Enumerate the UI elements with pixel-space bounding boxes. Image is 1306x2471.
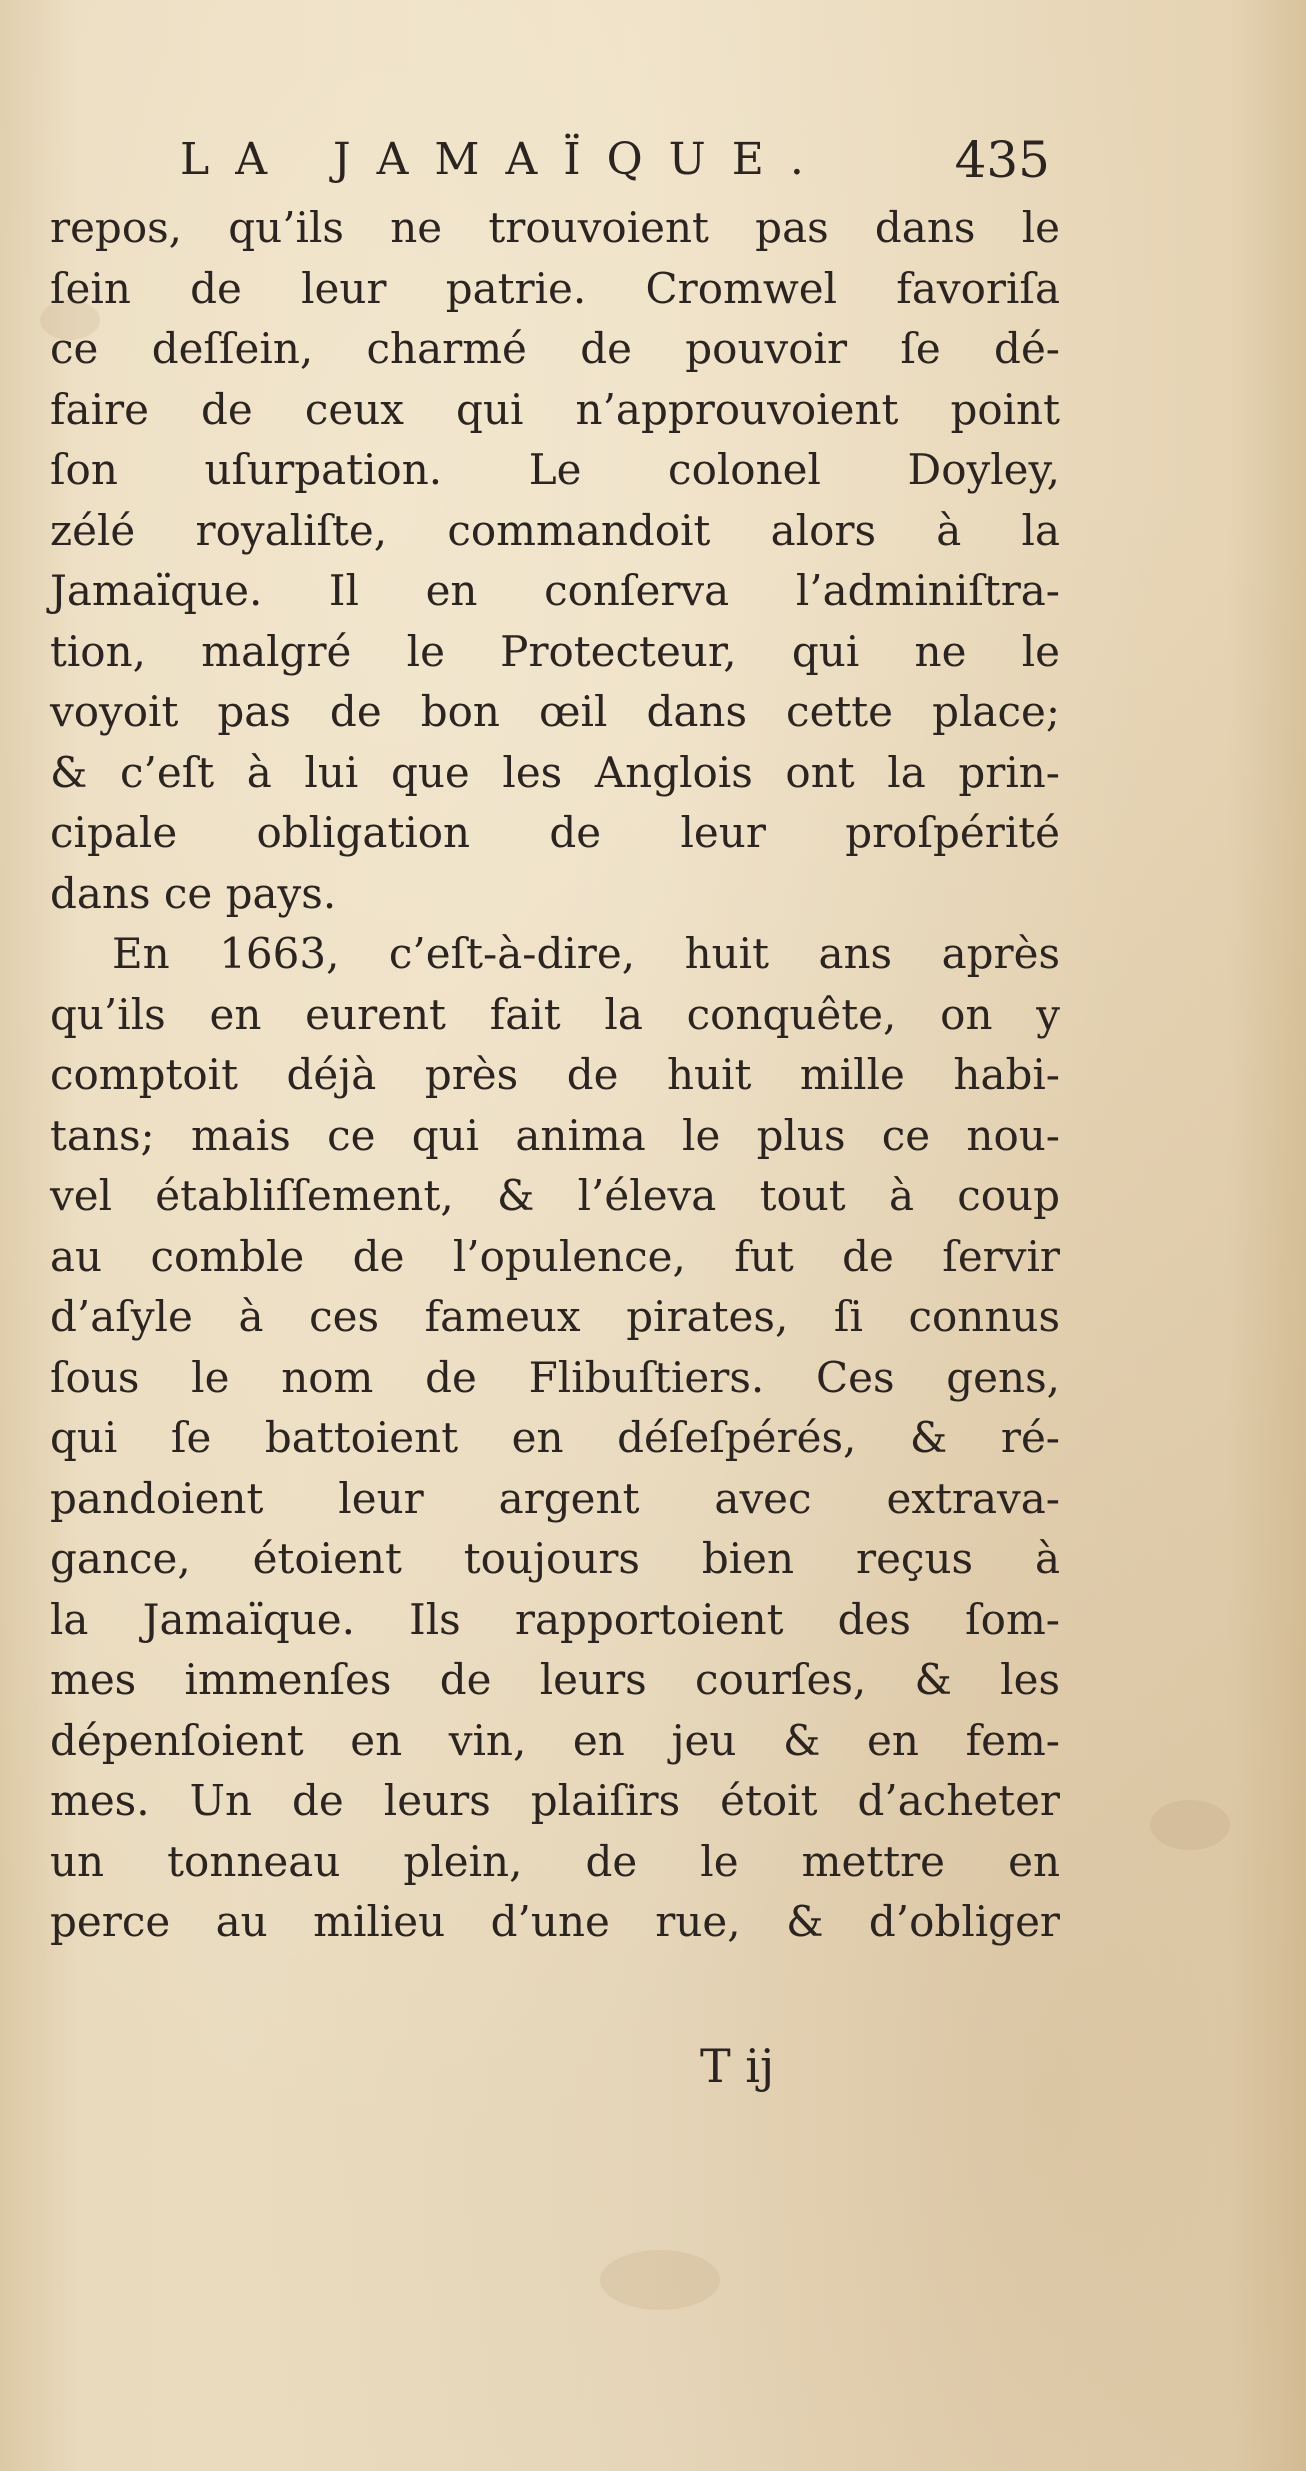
text-line: comptoit déjà près de huit mille habi- bbox=[50, 1050, 1060, 1099]
text-line: vel établiſſement, & l’éleva tout à coup bbox=[50, 1171, 1060, 1220]
text-line: zélé royaliſte, commandoit alors à la bbox=[50, 505, 1060, 555]
text-line: mes. Un de leurs plaiſirs étoit d’acheter bbox=[50, 1776, 1060, 1825]
text-line: ce deſſein, charmé de pouvoir ſe dé- bbox=[50, 324, 1060, 373]
text-line: Jamaïque. Il en conſerva l’adminiſtra- bbox=[50, 566, 1060, 615]
text-line: qu’ils en eurent fait la conquête, on y bbox=[50, 989, 1060, 1039]
paper-stain bbox=[1150, 1800, 1230, 1850]
page-number: 435 bbox=[954, 131, 1050, 189]
text-line: pandoient leur argent avec extrava- bbox=[50, 1473, 1060, 1523]
text-line: dans ce pays. bbox=[50, 868, 337, 918]
text-line: faire de ceux qui n’approuvoient point bbox=[50, 384, 1060, 434]
text-line: mes immenſes de leurs courſes, & les bbox=[50, 1655, 1060, 1704]
text-line: En 1663, c’eſt-à-dire, huit ans après bbox=[112, 929, 1060, 978]
text-line: cipale obligation de leur proſpérité bbox=[50, 808, 1060, 857]
text-line: qui ſe battoient en déſeſpérés, & ré- bbox=[50, 1413, 1060, 1462]
paper-stain bbox=[600, 2250, 720, 2310]
text-line: voyoit pas de bon œil dans cette place; bbox=[50, 687, 1060, 736]
text-line: ſon uſurpation. Le colonel Doyley, bbox=[50, 445, 1060, 494]
text-line: repos, qu’ils ne trouvoient pas dans le bbox=[50, 203, 1060, 252]
text-line: d’aſyle à ces fameux pirates, ſi connus bbox=[50, 1292, 1060, 1341]
body-text bbox=[50, 198, 1060, 1953]
text-line: tans; mais ce qui anima le plus ce nou- bbox=[50, 1110, 1060, 1160]
text-line: gance, étoient toujours bien reçus à bbox=[50, 1534, 1060, 1583]
running-title: LA JAMAÏQUE. bbox=[180, 134, 830, 185]
text-line: & c’eſt à lui que les Anglois ont la prin- bbox=[50, 747, 1060, 797]
text-line: au comble de l’opulence, fut de ſervir bbox=[50, 1231, 1060, 1281]
text-line: la Jamaïque. Ils rapportoient des ſom- bbox=[50, 1594, 1060, 1644]
page-header bbox=[120, 125, 1050, 195]
text-line: perce au milieu d’une rue, & d’obliger bbox=[50, 1897, 1060, 1946]
signature-mark: T ij bbox=[700, 2039, 775, 2093]
text-line: dépenſoient en vin, en jeu & en fem- bbox=[50, 1715, 1060, 1765]
text-line: tion, malgré le Protecteur, qui ne le bbox=[50, 626, 1060, 676]
text-line: ſein de leur patrie. Cromwel favoriſa bbox=[50, 263, 1060, 313]
text-line: un tonneau plein, de le mettre en bbox=[50, 1836, 1060, 1886]
text-line: ſous le nom de Flibuſtiers. Ces gens, bbox=[50, 1352, 1060, 1402]
